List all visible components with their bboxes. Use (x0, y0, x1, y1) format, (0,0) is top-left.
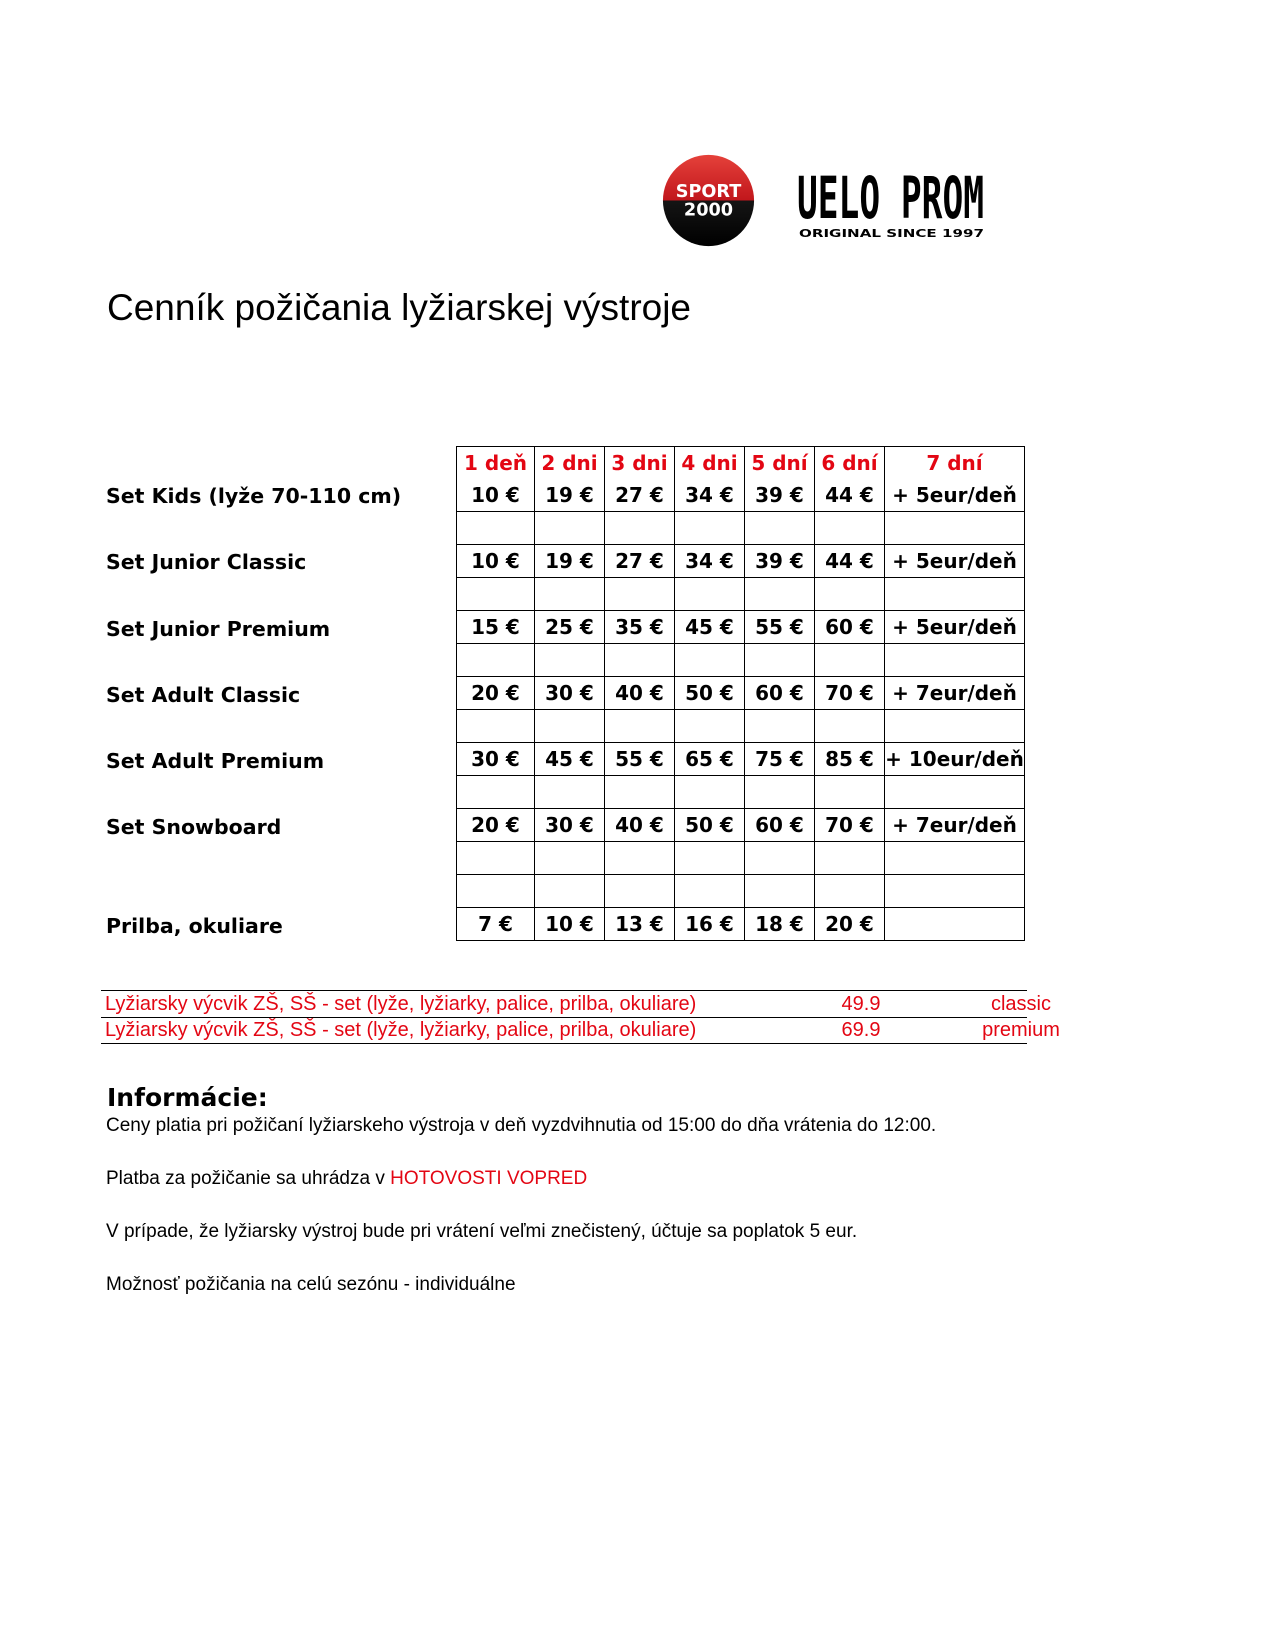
price-cell (815, 710, 885, 743)
price-cell (745, 776, 815, 809)
velo-prom-text: UELO PROM (797, 164, 984, 232)
price-cell (745, 875, 815, 908)
table-header-row (457, 447, 1025, 480)
price-cell: 16 € (675, 908, 745, 941)
column-header: 7 dní (885, 447, 1025, 480)
info-dirty-fee: V prípade, že lyžiarsky výstroj bude pri vrátení veľmi znečistený, účtuje sa poplatok 5 eur. (106, 1221, 858, 1242)
row-label: Set Junior Premium (106, 616, 331, 641)
price-cell: 20 € (815, 908, 885, 941)
price-cell: 65 € (675, 743, 745, 776)
price-cell: 45 € (675, 611, 745, 644)
course-type: classic (990, 993, 1051, 1015)
price-cell: 70 € (815, 677, 885, 710)
table-row (457, 644, 1025, 677)
price-cell (535, 776, 605, 809)
price-cell (745, 710, 815, 743)
price-cell (885, 776, 1025, 809)
price-cell: + 7eur/deň (885, 677, 1025, 710)
table-row (457, 611, 1025, 644)
price-cell: + 10eur/deň (885, 743, 1025, 776)
price-cell (457, 578, 535, 611)
price-cell: 60 € (745, 809, 815, 842)
price-cell (745, 644, 815, 677)
2000-text: 2000 (683, 200, 734, 221)
course-type: premium (982, 1019, 1060, 1041)
price-cell: 10 € (457, 479, 535, 512)
page-title: Cenník požičania lyžiarskej výstroje (107, 287, 692, 328)
price-cell (675, 842, 745, 875)
price-cell (885, 875, 1025, 908)
price-cell: 30 € (535, 809, 605, 842)
row-label: Set Adult Classic (106, 682, 301, 707)
price-cell (535, 578, 605, 611)
info-validity: Ceny platia pri požičaní lyžiarskeho výstroja v deň vyzdvihnutia od 15:00 do dňa vrátenia do 12:00. (106, 1115, 937, 1136)
info-heading: Informácie: (107, 1083, 268, 1112)
row-label: Set Snowboard (106, 815, 282, 840)
price-cell (457, 710, 535, 743)
course-name: Lyžiarsky výcvik ZŠ, SŠ - set (lyže, lyžiarky, palice, prilba, okuliare) (105, 1019, 697, 1041)
price-cell: + 5eur/deň (885, 611, 1025, 644)
table-row (457, 743, 1025, 776)
price-cell: 35 € (605, 611, 675, 644)
table-row (457, 512, 1025, 545)
price-cell (605, 710, 675, 743)
price-cell (535, 875, 605, 908)
column-header: 2 dni (535, 447, 605, 480)
price-cell (885, 842, 1025, 875)
price-cell (815, 512, 885, 545)
price-cell (605, 875, 675, 908)
column-header: 3 dni (605, 447, 675, 480)
price-table (456, 446, 1025, 941)
price-cell: 60 € (745, 677, 815, 710)
price-cell: 7 € (457, 908, 535, 941)
price-cell: 39 € (745, 545, 815, 578)
table-row (457, 677, 1025, 710)
price-cell: 20 € (457, 809, 535, 842)
course-name: Lyžiarsky výcvik ZŠ, SŠ - set (lyže, lyžiarky, palice, prilba, okuliare) (105, 993, 697, 1015)
price-cell (675, 776, 745, 809)
price-cell: 13 € (605, 908, 675, 941)
price-cell (605, 578, 675, 611)
row-label: Set Junior Classic (106, 550, 307, 575)
course-row (101, 1017, 1060, 1044)
price-cell (815, 776, 885, 809)
info-payment-text: Platba za požičanie sa uhrádza v (106, 1168, 391, 1189)
price-cell (885, 578, 1025, 611)
velo-prom-logo (797, 162, 987, 242)
row-label: Prilba, okuliare (106, 914, 283, 939)
price-cell (745, 842, 815, 875)
price-cell: 19 € (535, 545, 605, 578)
price-cell (605, 644, 675, 677)
price-cell (745, 578, 815, 611)
price-cell: 34 € (675, 479, 745, 512)
table-row (457, 809, 1025, 842)
price-cell: + 7eur/deň (885, 809, 1025, 842)
price-cell: 70 € (815, 809, 885, 842)
price-cell: 50 € (675, 809, 745, 842)
price-cell: 27 € (605, 479, 675, 512)
price-cell (457, 875, 535, 908)
price-cell: 45 € (535, 743, 605, 776)
price-cell: 19 € (535, 479, 605, 512)
table-row (457, 842, 1025, 875)
price-cell: 44 € (815, 545, 885, 578)
price-cell: 50 € (675, 677, 745, 710)
price-cell: 40 € (605, 677, 675, 710)
price-cell (675, 512, 745, 545)
price-cell (605, 776, 675, 809)
price-cell: 10 € (457, 545, 535, 578)
table-row (457, 710, 1025, 743)
price-cell (605, 842, 675, 875)
price-cell: 60 € (815, 611, 885, 644)
price-cell (457, 842, 535, 875)
price-cell: 18 € (745, 908, 815, 941)
column-header: 4 dni (675, 447, 745, 480)
table-row (457, 578, 1025, 611)
info-payment-highlight: HOTOVOSTI VOPRED (390, 1168, 588, 1189)
price-cell: 30 € (457, 743, 535, 776)
price-cell (675, 875, 745, 908)
course-row (101, 990, 1051, 1018)
price-cell (885, 644, 1025, 677)
price-cell: 27 € (605, 545, 675, 578)
price-cell: + 5eur/deň (885, 545, 1025, 578)
table-row (457, 875, 1025, 908)
info-payment (106, 1168, 587, 1190)
price-cell: + 5eur/deň (885, 479, 1025, 512)
price-cell (457, 644, 535, 677)
row-label: Set Kids (lyže 70-110 cm) (106, 484, 402, 509)
price-cell: 40 € (605, 809, 675, 842)
price-cell: 75 € (745, 743, 815, 776)
price-cell (605, 512, 675, 545)
price-cell (815, 644, 885, 677)
price-cell: 55 € (605, 743, 675, 776)
price-cell: 55 € (745, 611, 815, 644)
price-cell (815, 842, 885, 875)
velo-prom-tagline: ORIGINAL SINCE 1997 (799, 227, 984, 240)
table-row (457, 479, 1025, 512)
price-cell: 39 € (745, 479, 815, 512)
price-cell (815, 578, 885, 611)
price-cell (535, 842, 605, 875)
price-cell: 25 € (535, 611, 605, 644)
table-row (457, 545, 1025, 578)
price-cell (457, 776, 535, 809)
price-cell (457, 512, 535, 545)
course-price: 49.9 (841, 993, 881, 1015)
row-label: Set Adult Premium (106, 748, 325, 773)
price-cell (885, 908, 1025, 941)
sport-text: SPORT (675, 181, 742, 202)
column-header: 5 dní (745, 447, 815, 480)
price-cell (535, 512, 605, 545)
price-cell: 30 € (535, 677, 605, 710)
price-cell: 44 € (815, 479, 885, 512)
table-row (457, 776, 1025, 809)
info-season: Možnosť požičania na celú sezónu - individuálne (106, 1274, 516, 1295)
price-cell (675, 578, 745, 611)
column-header: 1 deň (457, 447, 535, 480)
course-price: 69.9 (841, 1019, 881, 1041)
price-cell (815, 875, 885, 908)
price-cell (885, 512, 1025, 545)
price-cell (885, 710, 1025, 743)
price-cell: 15 € (457, 611, 535, 644)
price-cell: 20 € (457, 677, 535, 710)
price-cell (535, 710, 605, 743)
column-header: 6 dní (815, 447, 885, 480)
price-cell (675, 710, 745, 743)
sport2000-logo (662, 154, 755, 247)
price-cell (745, 512, 815, 545)
price-cell (675, 644, 745, 677)
table-row (457, 908, 1025, 941)
price-cell: 10 € (535, 908, 605, 941)
price-cell (535, 644, 605, 677)
price-cell: 34 € (675, 545, 745, 578)
price-cell: 85 € (815, 743, 885, 776)
